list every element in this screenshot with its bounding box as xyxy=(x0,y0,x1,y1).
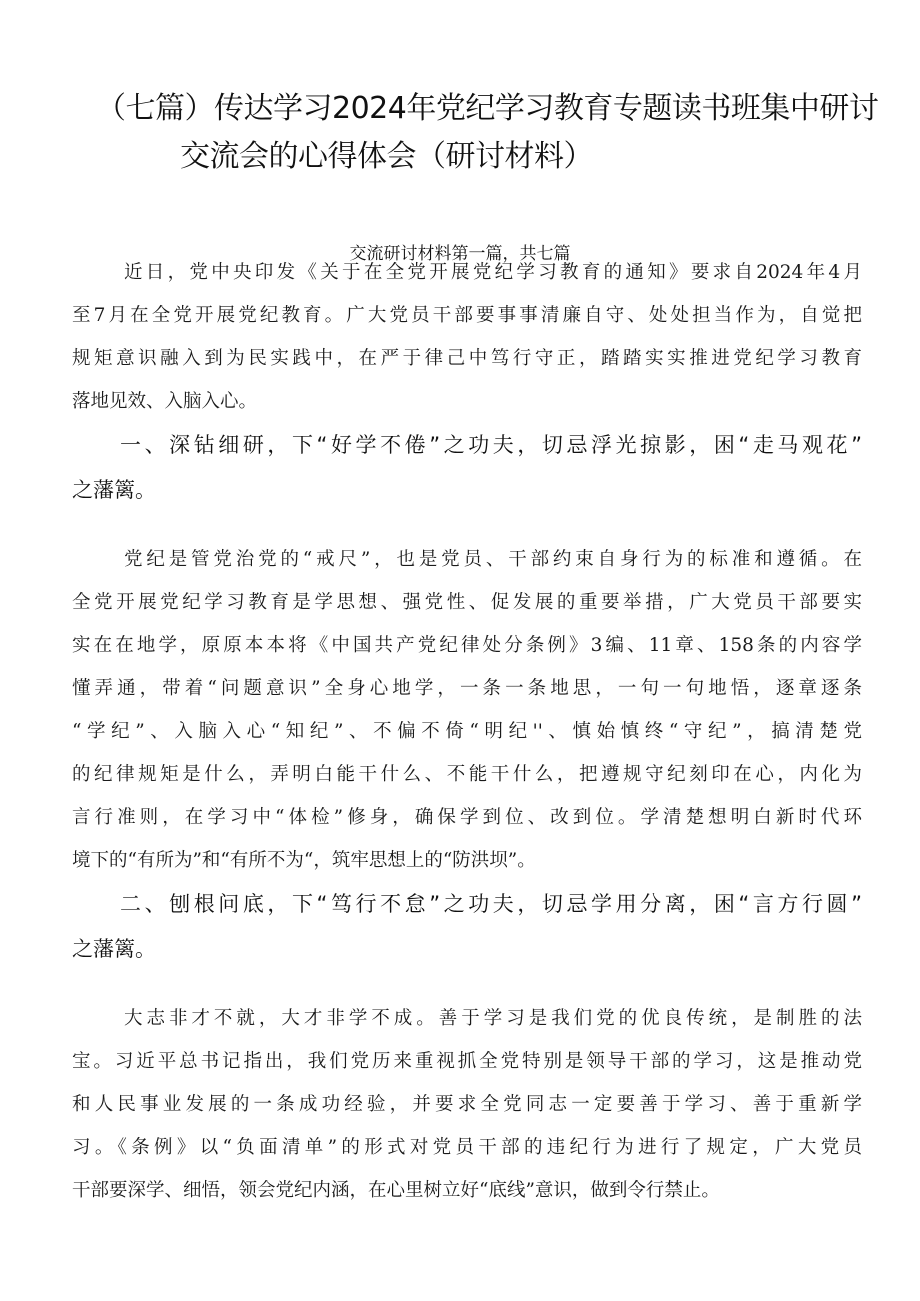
paragraph-2-line: “学纪”、入脑入心“知纪”、不偏不倚“明纪''、慎始慎终“守纪”，搞清楚党 xyxy=(72,721,862,742)
paragraph-3-line: 宝。习近平总书记指出，我们党历来重视抓全党特别是领导干部的学习，这是推动党 xyxy=(72,1051,862,1072)
paragraph-2-line: 的纪律规矩是什么，弄明白能干什么、不能干什么，把遵规守纪刻印在心，内化为 xyxy=(72,764,862,785)
paragraph-3-line: 习。《条例》以“负面清单”的形式对党员干部的违纪行为进行了规定，广大党员 xyxy=(72,1137,862,1158)
paragraph-2-line: 懂弄通，带着“问题意识”全身心地学，一条一条地思，一句一句地悟，逐章逐条 xyxy=(72,678,862,699)
section-heading-2: 二、刨根问底，下“笃行不怠”之功夫，切忌学用分离，困“言方行圆” xyxy=(120,892,862,916)
document-title-line-1: （七篇）传达学习2024年党纪学习教育专题读书班集中研讨 xyxy=(96,91,879,126)
paragraph-2-line: 实在在地学，原原本本将《中国共产党纪律处分条例》3编、11章、158条的内容学 xyxy=(72,635,862,656)
section-heading-2-cont: 之藩篱。 xyxy=(72,937,156,961)
paragraph-2-line: 党纪是管党治党的“戒尺”，也是党员、干部约束自身行为的标准和遵循。在 xyxy=(124,549,862,570)
document-subtitle: 交流研讨材料第一篇，共七篇 xyxy=(349,244,571,264)
paragraph-1-line: 落地见效、入脑入心。 xyxy=(72,391,258,412)
paragraph-2-line: 全党开展党纪学习教育是学思想、强党性、促发展的重要举措，广大党员干部要实 xyxy=(72,592,862,613)
paragraph-1-line: 规矩意识融入到为民实践中，在严于律己中笃行守正，踏踏实实推进党纪学习教育 xyxy=(72,348,862,369)
section-heading-1: 一、深钻细研，下“好学不倦”之功夫，切忌浮光掠影，困“走马观花” xyxy=(120,433,862,457)
paragraph-2-line: 言行准则，在学习中“体检”修身，确保学到位、改到位。学清楚想明白新时代环 xyxy=(72,807,862,828)
paragraph-3-line: 干部要深学、细悟，领会党纪内涵，在心里树立好“底线”意识，做到令行禁止。 xyxy=(72,1180,720,1201)
paragraph-1-line: 至7月在全党开展党纪教育。广大党员干部要事事清廉自守、处处担当作为，自觉把 xyxy=(72,305,862,326)
paragraph-3-line: 和人民事业发展的一条成功经验，并要求全党同志一定要善于学习、善于重新学 xyxy=(72,1094,862,1115)
paragraph-2-line: 境下的“有所为”和“有所不为“，筑牢思想上的“防洪坝”。 xyxy=(72,850,536,871)
section-heading-1-cont: 之藩篱。 xyxy=(72,478,156,502)
document-title-line-2: 交流会的心得体会（研讨材料） xyxy=(180,139,593,174)
paragraph-3-line: 大志非才不就，大才非学不成。善于学习是我们党的优良传统，是制胜的法 xyxy=(124,1008,862,1029)
paragraph-1-line: 近日，党中央印发《关于在全党开展党纪学习教育的通知》要求自2024年4月 xyxy=(124,262,862,283)
